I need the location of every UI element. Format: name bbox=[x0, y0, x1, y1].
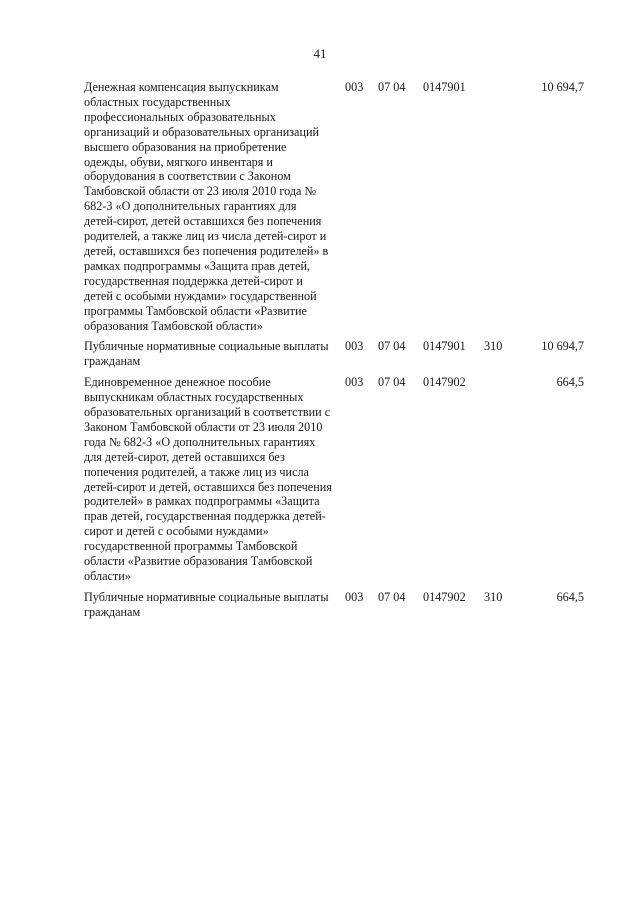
row-section-code: 07 04 bbox=[378, 339, 406, 354]
budget-table bbox=[84, 80, 584, 626]
page-number: 41 bbox=[313, 46, 327, 61]
row-ministry-code: 003 bbox=[345, 80, 364, 94]
row-amount: 664,5 bbox=[556, 375, 584, 390]
table-row bbox=[84, 80, 584, 333]
row-description: Единовременное денежное пособие выпускникам областных государственных образовательных организаций в соответствии с Законом Тамбовской области от 23 июля 2010 года № 682-З «О дополнительных гарантиях для детей-сирот, детей оставшихся без попечения родителей, а также лиц из числа детей-сирот и детей, оставшихся без попечения родителей» в рамках подпрограммы «Защита прав детей, государственная поддержка детей-сирот и детей с особыми нуждами» государственной программы Тамбовской области «Развитие образования Тамбовской области» bbox=[84, 375, 332, 583]
row-ministry-code: 003 bbox=[345, 339, 364, 354]
row-description: Публичные нормативные социальные выплаты гражданам bbox=[84, 589, 329, 619]
row-target-code: 0147901 bbox=[423, 80, 466, 94]
row-target-code: 0147901 bbox=[423, 339, 466, 354]
table-row bbox=[84, 339, 584, 369]
row-section-code: 07 04 bbox=[378, 80, 406, 94]
row-description: Публичные нормативные социальные выплаты гражданам bbox=[84, 339, 329, 369]
row-section-code: 07 04 bbox=[378, 375, 406, 390]
row-expense-type: 310 bbox=[484, 589, 503, 604]
row-section-code: 07 04 bbox=[378, 589, 406, 604]
row-target-code: 0147902 bbox=[423, 375, 466, 390]
table-row bbox=[84, 375, 584, 584]
row-ministry-code: 003 bbox=[345, 375, 364, 390]
row-ministry-code: 003 bbox=[345, 589, 364, 604]
row-amount: 664,5 bbox=[556, 589, 584, 604]
table-row bbox=[84, 590, 584, 620]
row-target-code: 0147902 bbox=[423, 589, 466, 604]
row-expense-type: 310 bbox=[484, 339, 503, 354]
row-amount: 10 694,7 bbox=[541, 339, 584, 354]
row-description: Денежная компенсация выпускникам областных государственных профессиональных образовательных организаций и образовательных организаций высшего образования на приобретение одежды, обуви, мягкого инвентаря и оборудования в соответствии с Законом Тамбовской области от 23 июля 2010 года № 682-З «О дополнительных гарантиях для детей-сирот, детей оставшихся без попечения родителей, а также лиц из числа детей-сирот и детей, оставшихся без попечения родителей» в рамках подпрограммы «Защита прав детей, государственная поддержка детей-сирот и детей с особыми нуждами» государственной программы Тамбовской области «Развитие образования Тамбовской области» bbox=[84, 80, 329, 333]
row-amount: 10 694,7 bbox=[541, 80, 584, 94]
